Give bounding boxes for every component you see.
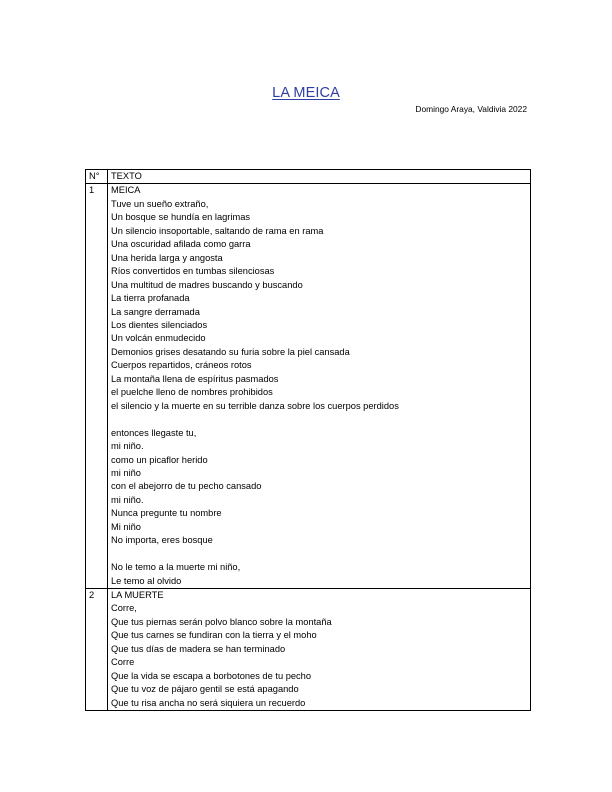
- poem-line: Demonios grises desatando su furia sobre la piel cansada: [111, 346, 350, 357]
- poem-title: LA MUERTE: [111, 590, 164, 601]
- poem-lines: [111, 198, 527, 588]
- row-number: 2: [86, 589, 108, 711]
- poem-line: Un silencio insoportable, saltando de rama en rama: [111, 225, 324, 236]
- poem-line: No le temo a la muerte mi niño,: [111, 562, 241, 573]
- poem-cell: [108, 184, 531, 589]
- poem-line: [111, 413, 527, 426]
- table-row: [86, 589, 531, 711]
- poem-line: Ríos convertidos en tumbas silenciosas: [111, 266, 275, 277]
- poem-line: La sangre derramada: [111, 306, 200, 317]
- poem-line: Le temo al olvido: [111, 575, 182, 586]
- header-text: TEXTO: [108, 170, 531, 184]
- poems-table: [85, 169, 531, 711]
- poem-line: Que tus piernas serán polvo blanco sobre la montaña: [111, 616, 332, 627]
- poem-line: [111, 548, 527, 561]
- poem-line: como un picaflor herido: [111, 454, 208, 465]
- poem-line: Los dientes silenciados: [111, 319, 208, 330]
- poem-line: Una herida larga y angosta: [111, 252, 223, 263]
- poem-line: Que tu voz de pájaro gentil se está apagando: [111, 684, 299, 695]
- poem-lines: [111, 602, 527, 710]
- poem-line: Una oscuridad afilada como garra: [111, 239, 251, 250]
- row-number: 1: [86, 184, 108, 589]
- poem-cell: [108, 589, 531, 711]
- poem-line: Nunca pregunte tu nombre: [111, 508, 222, 519]
- poem-line: Tuve un sueño extraño,: [111, 198, 209, 209]
- poem-line: La montaña llena de espíritus pasmados: [111, 373, 279, 384]
- poem-line: mi niño: [111, 467, 141, 478]
- poem-line: Mi niño: [111, 521, 141, 532]
- poem-title: MEICA: [111, 185, 141, 196]
- table-row: [86, 184, 531, 589]
- header-number: N°: [86, 170, 108, 184]
- poem-line: No importa, eres bosque: [111, 535, 213, 546]
- poem-line: Un volcán enmudecido: [111, 333, 206, 344]
- poem-line: La tierra profanada: [111, 293, 190, 304]
- poem-line: el silencio y la muerte en su terrible danza sobre los cuerpos perdidos: [111, 400, 399, 411]
- poem-line: Que la vida se escapa a borbotones de tu pecho: [111, 670, 312, 681]
- poem-line: mi niño.: [111, 494, 144, 505]
- poem-line: Que tus días de madera se han terminado: [111, 643, 286, 654]
- table-header-row: [86, 170, 531, 184]
- poem-line: Que tu risa ancha no será siquiera un recuerdo: [111, 697, 306, 708]
- poem-line: entonces llegaste tu,: [111, 427, 197, 438]
- poem-line: mi niño.: [111, 441, 144, 452]
- poem-line: el puelche lleno de nombres prohibidos: [111, 387, 273, 398]
- poem-line: Una multitud de madres buscando y buscando: [111, 279, 303, 290]
- poem-line: Que tus carnes se fundiran con la tierra y el moho: [111, 630, 317, 641]
- author-byline: Domingo Araya, Valdivia 2022: [415, 104, 527, 114]
- poem-line: Cuerpos repartidos, cráneos rotos: [111, 360, 252, 371]
- poem-line: Corre,: [111, 603, 137, 614]
- document-title: LA MEICA: [272, 85, 340, 101]
- poem-line: Un bosque se hundía en lagrimas: [111, 212, 251, 223]
- poem-line: Corre: [111, 657, 135, 668]
- poem-line: con el abejorro de tu pecho cansado: [111, 481, 262, 492]
